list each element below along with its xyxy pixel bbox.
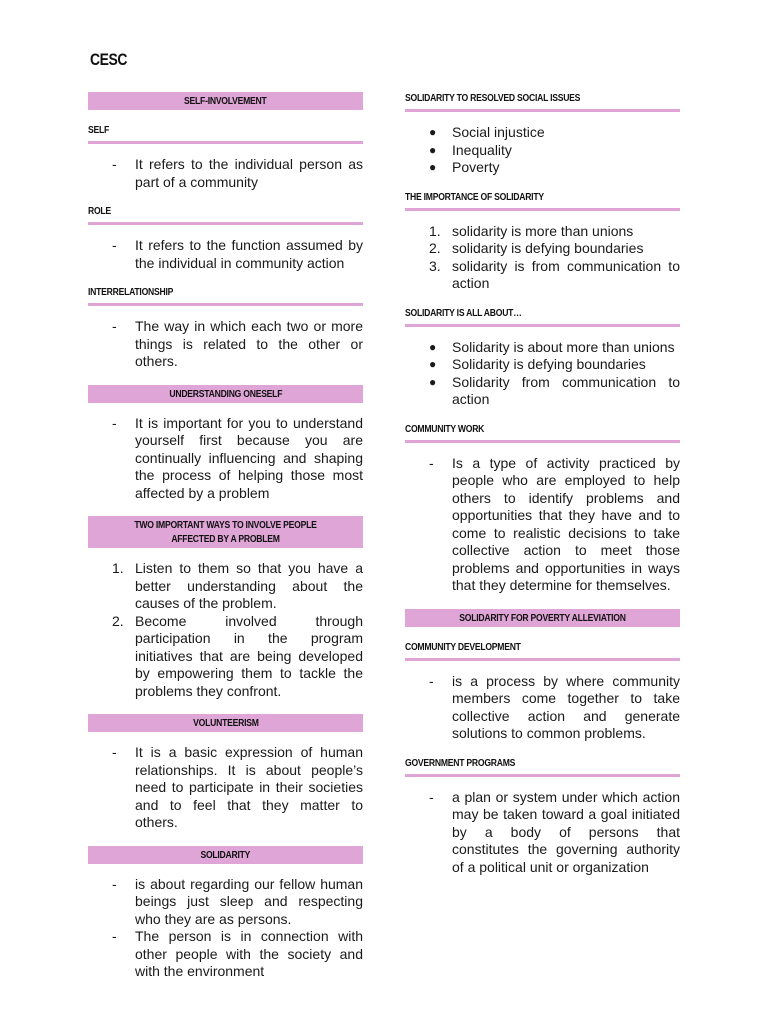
dash-list: [88, 237, 363, 272]
highlighted-heading: [88, 846, 363, 864]
heading-text: ROLE: [88, 205, 111, 217]
list-item: [88, 156, 363, 191]
heading-text: INTERRELATIONSHIP: [88, 286, 174, 298]
bullet-icon: ●: [429, 125, 437, 139]
item-text: Social injustice: [452, 124, 545, 140]
heading-text: GOVERNMENT PROGRAMS: [405, 756, 516, 769]
bullet-icon: ●: [429, 142, 437, 157]
dash-icon: -: [429, 788, 434, 805]
list-item: [88, 237, 363, 272]
item-text: solidarity is more than unions: [452, 222, 634, 239]
item-text: is about regarding our fellow human beings just sleep and respecting who they are as persons.: [135, 875, 363, 927]
dash-icon: -: [429, 454, 434, 471]
dash-list: [405, 673, 680, 743]
section-solidarity: [88, 846, 363, 981]
section-solidarity-for-poverty-alleviation: [405, 609, 680, 627]
highlighted-heading: [405, 609, 680, 627]
dash-icon: -: [112, 928, 117, 944]
item-number: 2.: [429, 240, 441, 256]
section-heading: [405, 92, 680, 112]
heading-text: COMMUNITY DEVELOPMENT: [405, 640, 521, 653]
highlighted-heading: [88, 92, 363, 110]
item-text: is a process by where community members come together to take collective action and generate solutions to common problems.: [452, 672, 680, 741]
section-heading: [405, 307, 680, 327]
list-item: [405, 223, 680, 241]
item-text: It is a basic expression of human relationships. It is about people’s need to participate in their societies and to feel that they matter to others.: [135, 744, 363, 830]
list-item: [405, 673, 680, 743]
highlighted-heading: [88, 714, 363, 732]
list-item: [88, 613, 363, 701]
dash-icon: -: [112, 414, 117, 431]
section-interrelationship: [88, 286, 363, 371]
dash-list: [88, 318, 363, 371]
list-item: [88, 560, 363, 613]
dash-list: [88, 156, 363, 191]
item-text: It is important for you to understand yourself first because you are continually influencing and shaping the process of helping those most affected by a problem: [135, 414, 363, 501]
item-text: Inequality: [452, 141, 512, 158]
section-community-development: [405, 641, 680, 743]
item-text: Solidarity from communication to action: [452, 373, 680, 407]
list-item: [88, 318, 363, 371]
section-solidarity-to-resolved-social-issues: [405, 92, 680, 177]
item-text: Listen to them so that you have a better understanding about the causes of the problem.: [135, 560, 363, 611]
dash-list: [405, 455, 680, 595]
heading-text: UNDERSTANDING ONESELF: [169, 387, 282, 400]
right-column: [405, 92, 680, 890]
list-item: [405, 374, 680, 409]
dash-icon: -: [112, 875, 117, 892]
numbered-list: [405, 223, 680, 293]
bullet-icon: ●: [429, 339, 437, 354]
list-item: [88, 744, 363, 832]
heading-text: TWO IMPORTANT WAYS TO INVOLVE PEOPLE AFFECTED BY A PROBLEM: [134, 519, 317, 545]
list-item: [405, 124, 680, 142]
item-text: The person is in connection with other people with the society and with the environment: [135, 928, 363, 979]
dash-list: [88, 876, 363, 981]
section-heading: [88, 286, 363, 306]
section-heading: [405, 423, 680, 443]
section-heading: [88, 205, 363, 225]
section-heading: [405, 641, 680, 661]
item-text: solidarity is defying boundaries: [452, 240, 644, 256]
list-item: [405, 142, 680, 160]
dash-icon: -: [112, 744, 117, 760]
item-text: Solidarity is about more than unions: [452, 338, 675, 355]
bullet-list: [405, 339, 680, 409]
heading-text: THE IMPORTANCE OF SOLIDARITY: [405, 190, 544, 203]
item-text: Solidarity is defying boundaries: [452, 356, 646, 372]
item-number: 1.: [112, 560, 124, 576]
bullet-icon: ●: [429, 160, 437, 174]
highlighted-heading: [88, 385, 363, 403]
document-title: CESC: [90, 50, 128, 69]
list-item: [405, 789, 680, 877]
item-text: a plan or system under which action may be taken toward a goal initiated by a body of persons that constitutes the governing authority of a political unit or organization: [452, 788, 680, 875]
item-text: Is a type of activity practiced by people who are employed to help others to identify problems and opportunities that they have and to come to realistic decisions to take collective action to meet those problems and opportunities in ways that they determine for themselves.: [452, 454, 680, 593]
heading-text: SELF-INVOLVEMENT: [184, 95, 267, 107]
dash-icon: -: [112, 237, 117, 253]
section-the-importance-of-solidarity: [405, 191, 680, 293]
list-item: [405, 240, 680, 258]
item-number: 2.: [112, 612, 124, 629]
bullet-icon: ●: [429, 374, 437, 389]
section-government-programs: [405, 757, 680, 877]
heading-text: SELF: [88, 124, 110, 136]
dash-icon: -: [112, 318, 117, 334]
item-text: It refers to the function assumed by the individual in community action: [135, 237, 363, 271]
dash-icon: -: [112, 156, 117, 172]
section-volunteerism: [88, 714, 363, 832]
list-item: [405, 356, 680, 374]
item-text: Poverty: [452, 159, 500, 175]
list-item: [405, 258, 680, 293]
section-self-involvement: [88, 92, 363, 110]
item-text: solidarity is from communication to action: [452, 257, 680, 291]
heading-text: SOLIDARITY TO RESOLVED SOCIAL ISSUES: [405, 92, 581, 104]
dash-list: [88, 744, 363, 832]
bullet-icon: ●: [429, 357, 437, 371]
dash-list: [405, 789, 680, 877]
section-community-work: [405, 423, 680, 595]
heading-text: SOLIDARITY: [200, 848, 251, 861]
list-item: [405, 339, 680, 357]
heading-text: COMMUNITY WORK: [405, 422, 485, 435]
bullet-list: [405, 124, 680, 177]
item-text: The way in which each two or more things is related to the other or others.: [135, 318, 363, 369]
list-item: [405, 455, 680, 595]
section-heading: [405, 757, 680, 777]
list-item: [405, 159, 680, 177]
item-number: 3.: [429, 257, 441, 274]
heading-text: VOLUNTEERISM: [192, 717, 259, 729]
numbered-list: [88, 560, 363, 700]
heading-text: SOLIDARITY IS ALL ABOUT…: [405, 306, 522, 319]
heading-text: SOLIDARITY FOR POVERTY ALLEVIATION: [459, 611, 626, 624]
dash-list: [88, 415, 363, 503]
dash-icon: -: [429, 672, 434, 689]
list-item: [88, 928, 363, 981]
section-self: [88, 124, 363, 191]
section-heading: [88, 124, 363, 144]
item-text: It refers to the individual person as part of a community: [135, 156, 363, 190]
section-solidarity-is-all-about: [405, 307, 680, 409]
highlighted-heading: [88, 516, 363, 548]
section-two-important-ways-to-involve-people-affected-by-a-problem: [88, 516, 363, 700]
section-role: [88, 205, 363, 272]
left-column: [88, 92, 363, 995]
item-text: Become involved through participation in the program initiatives that are being developed by empowering them to tackle the problems they confront.: [135, 612, 363, 699]
section-heading: [405, 191, 680, 211]
list-item: [88, 415, 363, 503]
section-understanding-oneself: [88, 385, 363, 503]
list-item: [88, 876, 363, 929]
item-number: 1.: [429, 222, 441, 239]
